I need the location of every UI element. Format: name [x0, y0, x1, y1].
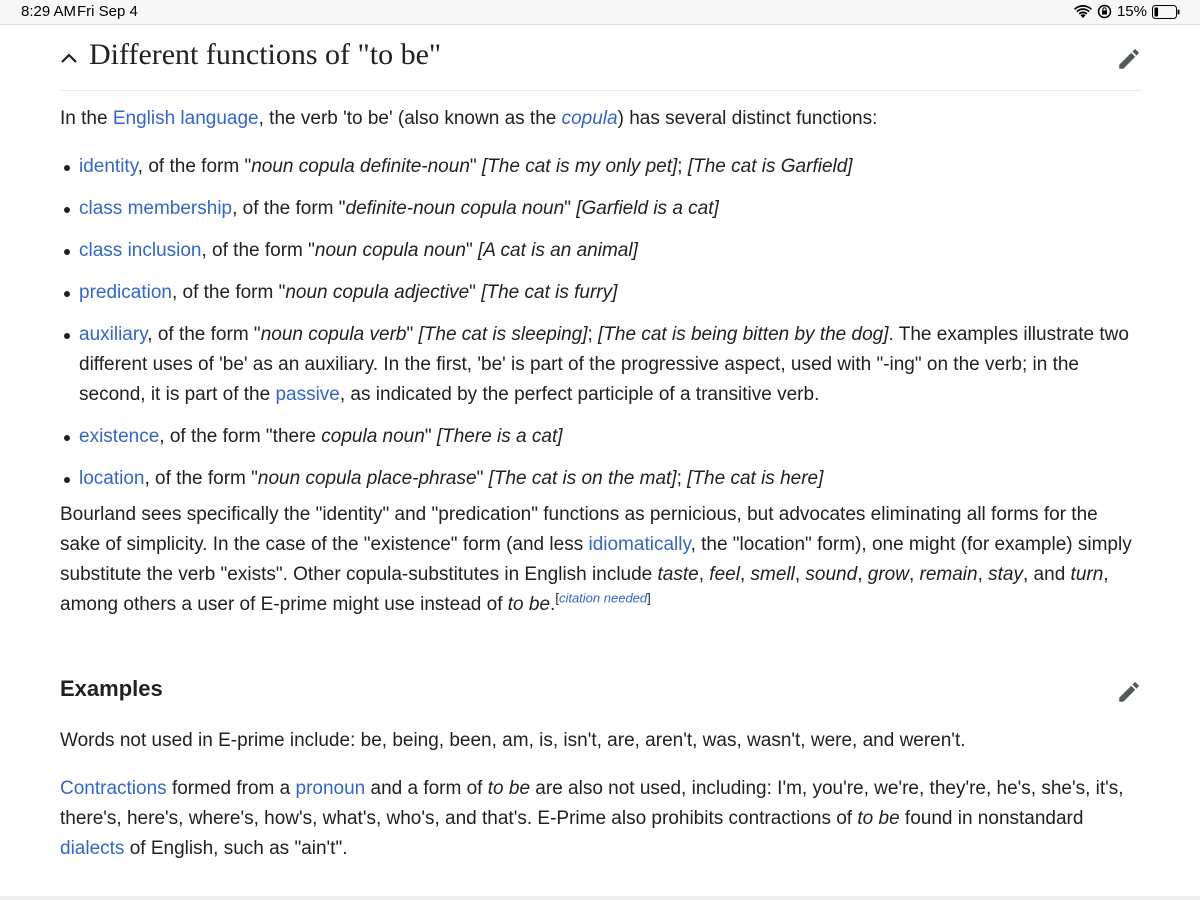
- wiki-link[interactable]: passive: [275, 384, 340, 405]
- status-indicators: [1074, 3, 1180, 20]
- italic-text: noun copula adjective: [285, 282, 470, 303]
- list-item: auxiliary, of the form "noun copula verb" [The cat is sleeping]; [The cat is being bitten by the dog]. The examples illustrate two different uses of 'be' as an auxiliary. In the first, 'be' is part of the progressive aspect, used with "-ing" on the verb; in the second, it is part of the passive, as indicated by the perfect participle of a transitive verb.: [79, 320, 1142, 410]
- list-item: location, of the form "noun copula place-phrase" [The cat is on the mat]; [The cat is here]: [79, 464, 1142, 494]
- italic-text: [The cat is sleeping]: [418, 324, 588, 345]
- wiki-link[interactable]: idiomatically: [588, 534, 691, 555]
- italic-text: [The cat is being bitten by the dog]: [598, 324, 889, 345]
- wiki-link[interactable]: pronoun: [295, 778, 366, 799]
- italic-text: [The cat is here]: [687, 468, 824, 489]
- orientation-lock-icon: [1097, 4, 1112, 19]
- italic-text: feel: [709, 564, 740, 585]
- italic-text: grow: [867, 564, 909, 585]
- section-header[interactable]: [60, 34, 1142, 91]
- wiki-link[interactable]: predication: [79, 282, 172, 303]
- wiki-link[interactable]: class membership: [79, 198, 233, 219]
- pencil-icon[interactable]: [1116, 46, 1142, 72]
- italic-text: to be: [507, 594, 551, 615]
- italic-text: remain: [919, 564, 978, 585]
- bourland-paragraph: Bourland sees specifically the "identity" and "predication" functions as pernicious, but advocates eliminating all forms for the sake of simplicity. In the case of the "existence" form (and less idiomatically, the "location" form), one might (for example) simply substitute the verb "exists". Other copula-substitutes in English include taste, feel, smell, sound, grow, remain, stay, and turn, among others a user of E-prime might use instead of to be.[citation needed]: [60, 504, 1132, 615]
- examples-paragraph-2: Contractions formed from a pronoun and a form of to be are also not used, including: I'm, you're, we're, they're, he's, she's, it's, there's, here's, where's, how's, what's, who's, and that's. E-Prime also prohibits contractions of to be found in nonstandard dialects of English, such as "ain't".: [60, 778, 1124, 859]
- list-item: existence, of the form "there copula noun" [There is a cat]: [79, 422, 1142, 452]
- italic-text: [Garfield is a cat]: [576, 198, 719, 219]
- status-time: 8:29 AM: [21, 3, 77, 20]
- examples-header: [60, 674, 1142, 708]
- intro-paragraph: In the English language, the verb 'to be' (also known as the copula) has several distinct functions:: [60, 108, 878, 129]
- examples-paragraph-1: Words not used in E-prime include: be, being, been, am, is, isn't, are, aren't, was, wasn't, were, and weren't.: [60, 730, 966, 751]
- italic-text: noun copula verb: [260, 324, 407, 345]
- italic-text: to be: [487, 778, 531, 799]
- wiki-link[interactable]: identity: [79, 156, 138, 177]
- wiki-link[interactable]: dialects: [60, 838, 125, 859]
- italic-text: turn: [1070, 564, 1104, 585]
- functions-list: [60, 152, 1142, 494]
- italic-text: [The cat is my only pet]: [481, 156, 678, 177]
- examples-content: [60, 726, 1142, 864]
- section-content: [60, 104, 1142, 620]
- wiki-link[interactable]: copula: [561, 108, 618, 129]
- italic-text: definite-noun copula noun: [345, 198, 565, 219]
- wiki-link[interactable]: Contractions: [60, 778, 167, 799]
- wiki-link[interactable]: English language: [112, 108, 259, 129]
- italic-text: smell: [750, 564, 795, 585]
- italic-text: taste: [657, 564, 699, 585]
- list-item: identity, of the form "noun copula definite-noun" [The cat is my only pet]; [The cat is Garfield]: [79, 152, 1142, 182]
- wiki-link[interactable]: auxiliary: [79, 324, 148, 345]
- italic-text: noun copula definite-noun: [251, 156, 470, 177]
- wifi-icon: [1074, 5, 1092, 19]
- list-item: predication, of the form "noun copula adjective" [The cat is furry]: [79, 278, 1142, 308]
- italic-text: to be: [857, 808, 900, 829]
- italic-text: [The cat is on the mat]: [488, 468, 677, 489]
- citation-needed[interactable]: [citation needed]: [555, 590, 651, 606]
- italic-text: sound: [805, 564, 858, 585]
- battery-percent: 15%: [1116, 3, 1147, 20]
- wiki-link[interactable]: existence: [79, 426, 160, 447]
- italic-text: [There is a cat]: [436, 426, 563, 447]
- wiki-link[interactable]: location: [79, 468, 145, 489]
- section-title: Different functions of "to be": [89, 38, 442, 71]
- italic-text: [The cat is furry]: [481, 282, 618, 303]
- battery-icon: [1152, 5, 1180, 19]
- chevron-up-icon[interactable]: [60, 50, 78, 66]
- status-bar: [0, 0, 1200, 25]
- italic-text: noun copula noun: [314, 240, 466, 261]
- italic-text: copula noun: [321, 426, 425, 447]
- pencil-icon[interactable]: [1116, 679, 1142, 705]
- list-item: class membership, of the form "definite-noun copula noun" [Garfield is a cat]: [79, 194, 1142, 224]
- italic-text: [A cat is an animal]: [478, 240, 638, 261]
- italic-text: noun copula place-phrase: [257, 468, 477, 489]
- bottom-divider: [0, 896, 1200, 900]
- list-item: class inclusion, of the form "noun copula noun" [A cat is an animal]: [79, 236, 1142, 266]
- examples-title: Examples: [60, 676, 163, 701]
- wiki-link[interactable]: class inclusion: [79, 240, 202, 261]
- italic-text: [The cat is Garfield]: [687, 156, 853, 177]
- italic-text: stay: [988, 564, 1023, 585]
- status-date: Fri Sep 4: [77, 3, 138, 20]
